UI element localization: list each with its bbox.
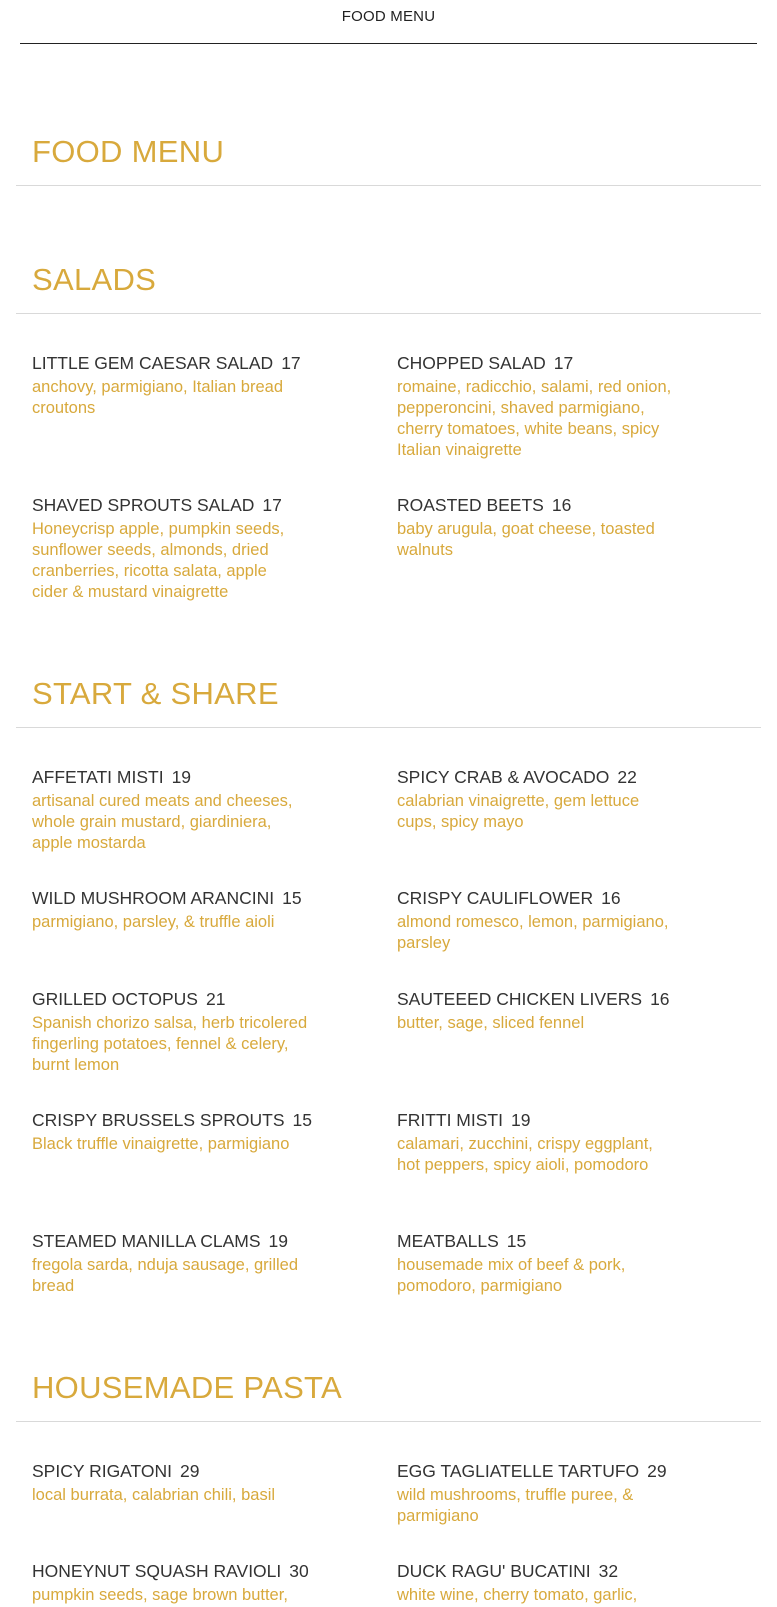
menu-item [32, 1560, 332, 1606]
menu-item [32, 352, 332, 419]
menu-item-name: SPICY RIGATONI [32, 1461, 173, 1481]
menu-item-price: 19 [510, 1110, 531, 1130]
menu-item-name: MEATBALLS [397, 1231, 499, 1251]
menu-item-price: 30 [289, 1561, 309, 1581]
menu-item [397, 1460, 697, 1527]
menu-item-price: 15 [282, 888, 302, 908]
menu-item-heading [397, 352, 697, 374]
menu-item-heading [397, 1460, 697, 1482]
menu-item [397, 988, 697, 1034]
menu-item-name: GRILLED OCTOPUS [32, 989, 198, 1009]
menu-item-name: CRISPY CAULIFLOWER [397, 888, 594, 908]
menu-item-description: parmigiano, parsley, & truffle aioli [32, 913, 275, 931]
menu-item-description: fregola sarda, nduja sausage, grilled bread [32, 1256, 299, 1295]
menu-item-price: 29 [647, 1461, 667, 1481]
menu-item-price: 15 [506, 1231, 527, 1251]
menu-item-description: calabrian vinaigrette, gem lettuce cups, spicy mayo [397, 792, 640, 831]
menu-item-price: 21 [205, 989, 226, 1009]
menu-item-heading [397, 887, 697, 909]
menu-item-heading [32, 766, 332, 788]
menu-item-heading [32, 1109, 332, 1131]
menu-item-name: WILD MUSHROOM ARANCINI [32, 888, 275, 908]
menu-item-name: SHAVED SPROUTS SALAD [32, 495, 255, 515]
menu-item-heading [32, 1460, 332, 1482]
menu-item-price: 16 [551, 495, 572, 515]
menu-item-heading [32, 1230, 332, 1252]
menu-item-description: Spanish chorizo salsa, herb tricolered fingerling potatoes, fennel & celery, burnt lemon [32, 1014, 308, 1074]
menu-item-name: ROASTED BEETS [397, 495, 544, 515]
menu-item [32, 494, 332, 603]
menu-item-description: wild mushrooms, truffle puree, & parmigiano [397, 1486, 634, 1525]
menu-item-heading [32, 887, 332, 909]
section-housemade-pasta [16, 1370, 761, 1604]
menu-item [32, 1230, 332, 1297]
menu-item-price: 16 [650, 989, 670, 1009]
menu-item-heading [397, 766, 697, 788]
menu-item-heading [397, 1560, 697, 1582]
menu-item-description: white wine, cherry tomato, garlic, [397, 1586, 638, 1604]
menu-item-name: CHOPPED SALAD [397, 353, 546, 373]
page-title-header [16, 135, 761, 186]
menu-item-price: 22 [617, 767, 637, 787]
menu-item-name: SAUTEEED CHICKEN LIVERS [397, 989, 643, 1009]
menu-item [397, 1560, 697, 1606]
menu-item-description: almond romesco, lemon, parmigiano, parsley [397, 913, 669, 952]
menu-item-description: local burrata, calabrian chili, basil [32, 1486, 276, 1504]
section-header [16, 263, 761, 314]
menu-item-name: AFFETATI MISTI [32, 767, 164, 787]
menu-item-heading [397, 494, 697, 516]
section-header [16, 677, 761, 728]
menu-item-heading [397, 988, 697, 1010]
menu-item-price: 19 [171, 767, 192, 787]
menu-item-description: butter, sage, sliced fennel [397, 1014, 585, 1032]
menu-item [397, 766, 697, 833]
menu-item-name: LITTLE GEM CAESAR SALAD [32, 353, 274, 373]
menu-item-description: baby arugula, goat cheese, toasted walnuts [397, 520, 655, 559]
menu-item-name: CRISPY BRUSSELS SPROUTS [32, 1110, 285, 1130]
menu-item-price: 29 [180, 1461, 200, 1481]
menu-item-description: Honeycrisp apple, pumpkin seeds, sunflower seeds, almonds, dried cranberries, ricotta salata, apple cider & mustard vinaigrette [32, 520, 285, 601]
menu-item [397, 494, 697, 561]
menu-item-heading [32, 352, 332, 374]
menu-item-heading [397, 1109, 697, 1131]
menu-item-name: EGG TAGLIATELLE TARTUFO [397, 1461, 640, 1481]
section-start-and-share [16, 676, 761, 1295]
section-title: HOUSEMADE PASTA [32, 1370, 342, 1405]
menu-item-description: artisanal cured meats and cheeses, whole grain mustard, giardiniera, apple mostarda [32, 792, 293, 852]
menu-item [32, 1109, 332, 1155]
page-title-section [16, 135, 761, 186]
section-salads [16, 262, 761, 601]
menu-item [32, 1460, 332, 1506]
top-bar [20, 0, 757, 44]
menu-item-price: 17 [281, 353, 301, 373]
menu-item-heading [32, 1560, 332, 1582]
menu-item [397, 352, 697, 461]
menu-item-name: DUCK RAGU' BUCATINI [397, 1561, 591, 1581]
section-header [16, 1371, 761, 1422]
menu-item-heading [397, 1230, 697, 1252]
menu-item [397, 1230, 697, 1297]
menu-item-description: romaine, radicchio, salami, red onion, pepperoncini, shaved parmigiano, cherry tomatoes, white beans, spicy Italian vinaigrette [397, 378, 672, 459]
menu-item [32, 988, 332, 1076]
menu-item [397, 887, 697, 954]
menu-item-description: calamari, zucchini, crispy eggplant, hot peppers, spicy aioli, pomodoro [397, 1135, 653, 1174]
menu-item [32, 766, 332, 854]
page-title: FOOD MENU [32, 134, 225, 169]
menu-item [397, 1109, 697, 1176]
section-title: SALADS [32, 262, 157, 297]
menu-item-name: FRITTI MISTI [397, 1110, 503, 1130]
menu-item-description: housemade mix of beef & pork, pomodoro, parmigiano [397, 1256, 626, 1295]
menu-item-price: 15 [292, 1110, 312, 1130]
menu-item-price: 19 [268, 1231, 289, 1251]
menu-item-price: 17 [262, 495, 282, 515]
menu-item-price: 17 [553, 353, 574, 373]
menu-item-name: HONEYNUT SQUASH RAVIOLI [32, 1561, 282, 1581]
menu-item-description: Black truffle vinaigrette, parmigiano [32, 1135, 290, 1153]
menu-item-name: SPICY CRAB & AVOCADO [397, 767, 610, 787]
menu-item-description: anchovy, parmigiano, Italian bread croutons [32, 378, 284, 417]
menu-item-description: pumpkin seeds, sage brown butter, [32, 1586, 288, 1604]
menu-item-price: 16 [601, 888, 621, 908]
menu-item [32, 887, 332, 933]
menu-item-heading [32, 988, 332, 1010]
menu-item-heading [32, 494, 332, 516]
top-bar-title: FOOD MENU [341, 8, 436, 25]
section-title: START & SHARE [32, 676, 279, 711]
menu-item-price: 32 [598, 1561, 619, 1581]
menu-item-name: STEAMED MANILLA CLAMS [32, 1231, 261, 1251]
